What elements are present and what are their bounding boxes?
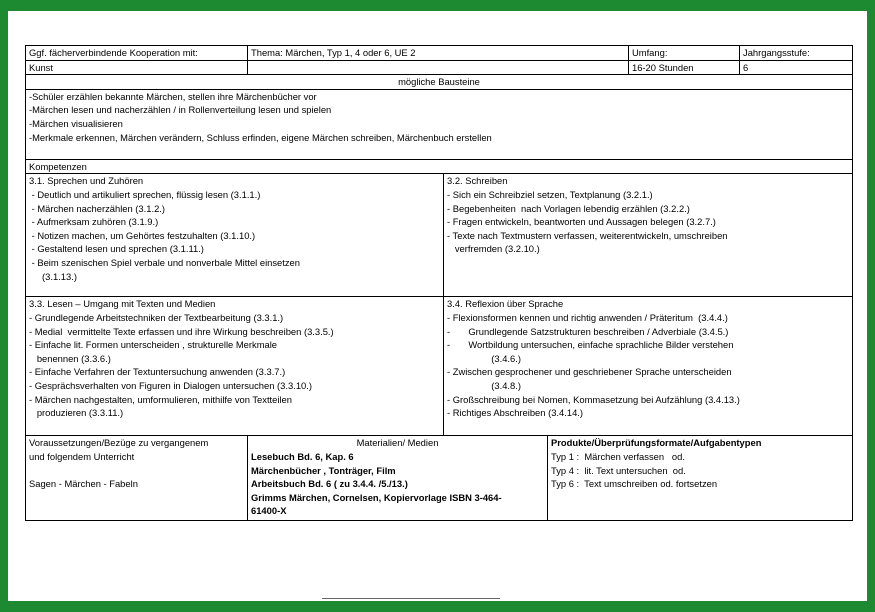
bausteine-title-row [26, 75, 852, 90]
bottom-row [26, 436, 852, 520]
materialien-cell [248, 436, 548, 520]
list-item: Typ 4 : lit. Text untersuchen od. [551, 464, 686, 476]
sprechen-title: 3.1. Sprechen und Zuhören [29, 175, 144, 187]
list-item: - Richtiges Abschreiben (3.4.14.) [447, 407, 584, 419]
list-item: Typ 1 : Märchen verfassen od. [551, 450, 685, 462]
list-item: (3.4.8.) [447, 379, 521, 391]
produkte-title: Produkte/Überprüfungsformate/Aufgabentypen [551, 437, 762, 449]
list-item: - Wortbildung untersuchen, einfache sprachliche Bilder verstehen [447, 339, 734, 351]
kompetenzen-row-2 [26, 297, 852, 436]
plan-table [25, 45, 853, 521]
list-item: - Deutlich und artikuliert sprechen, flüssig lesen (3.1.1.) [29, 188, 261, 200]
jahrgang-value: 6 [743, 61, 749, 73]
list-item: - Grundlegende Satzstrukturen beschreiben / Adverbiale (3.4.5.) [447, 325, 729, 337]
umfang-value: 16-20 Stunden [629, 61, 740, 75]
list-item: - Beim szenischen Spiel verbale und nonverbale Mittel einsetzen [29, 256, 300, 268]
voraussetzungen-value: Sagen - Märchen - Fabeln [29, 478, 138, 490]
jahrgang-label: Jahrgangsstufe: [743, 47, 810, 58]
footer-rule [322, 598, 500, 599]
materialien-title: Materialien/ Medien [356, 437, 439, 449]
list-item: verfremden (3.2.10.) [447, 243, 540, 255]
document-page [8, 11, 867, 601]
umfang-label: Umfang: [629, 46, 740, 60]
thema-label: Thema: Märchen, Typ 1, 4 oder 6, UE 2 [248, 46, 629, 60]
list-item: - Märchen nacherzählen (3.1.2.) [29, 202, 166, 214]
list-item: Märchenbücher , Tonträger, Film [251, 464, 396, 476]
bausteine-list [26, 90, 852, 159]
list-item: (3.4.6.) [447, 352, 521, 364]
list-item: -Merkmale erkennen, Märchen verändern, Schluss erfinden, eigene Märchen schreiben, Märchenbuch erstellen [29, 131, 492, 143]
list-item: - Aufmerksam zuhören (3.1.9.) [29, 216, 159, 228]
list-item: - Begebenheiten nach Vorlagen lebendig erzählen (3.2.2.) [447, 202, 690, 214]
list-item: -Märchen lesen und nacherzählen / in Rollenverteilung lesen und spielen [29, 104, 332, 116]
produkte-cell [548, 436, 852, 520]
sprechen-cell [26, 174, 444, 296]
voraussetzungen-title: Voraussetzungen/Bezüge zu vergangenem [29, 437, 209, 449]
list-item: - Flexionsformen kennen und richtig anwenden / Präteritum (3.4.4.) [447, 311, 728, 323]
thema-empty-cell [248, 61, 629, 75]
list-item: - Gesprächsverhalten von Figuren in Dialogen untersuchen (3.3.10.) [29, 379, 312, 391]
kompetenzen-title: Kompetenzen [29, 160, 87, 172]
list-item: Typ 6 : Text umschreiben od. fortsetzen [551, 478, 718, 490]
list-item: - Sich ein Schreibziel setzen, Textplanung (3.2.1.) [447, 188, 653, 200]
kompetenzen-row-1 [26, 174, 852, 297]
list-item: - Texte nach Textmustern verfassen, weiterentwickeln, umschreiben [447, 229, 728, 241]
voraussetzungen-cell [26, 436, 248, 520]
list-item: Lesebuch Bd. 6, Kap. 6 [251, 450, 354, 462]
list-item: - Medial vermittelte Texte erfassen und ihre Wirkung beschreiben (3.3.5.) [29, 325, 334, 337]
list-item: - Einfache Verfahren der Textuntersuchung anwenden (3.3.7.) [29, 366, 286, 378]
list-item: -Märchen visualisieren [29, 117, 123, 129]
list-item: - Zwischen gesprochener und geschriebener Sprache unterscheiden [447, 366, 732, 378]
header-row [26, 46, 852, 61]
reflexion-title: 3.4. Reflexion über Sprache [447, 298, 564, 310]
schreiben-cell [444, 174, 852, 296]
kooperation-label: Ggf. fächerverbindende Kooperation mit: [26, 46, 248, 60]
header-values-row [26, 61, 852, 76]
list-item: - Gestaltend lesen und sprechen (3.1.11.) [29, 243, 204, 255]
list-item: Arbeitsbuch Bd. 6 ( zu 3.4.4. /5./13.) [251, 478, 408, 490]
list-item: produzieren (3.3.11.) [29, 407, 124, 419]
list-item: -Schüler erzählen bekannte Märchen, stellen ihre Märchenbücher vor [29, 90, 317, 102]
list-item: Grimms Märchen, Cornelsen, Kopiervorlage ISBN 3-464- [251, 491, 502, 503]
list-item: - Märchen nachgestalten, umformulieren, mithilfe von Textteilen [29, 393, 292, 405]
list-item: (3.1.13.) [29, 270, 77, 282]
reflexion-cell [444, 297, 852, 435]
list-item: - Fragen entwickeln, beantworten und Aussagen belegen (3.2.7.) [447, 216, 716, 228]
voraussetzungen-title-2: und folgendem Unterricht [29, 450, 135, 462]
list-item: - Grundlegende Arbeitstechniken der Textbearbeitung (3.3.1.) [29, 311, 284, 323]
lesen-title: 3.3. Lesen – Umgang mit Texten und Medien [29, 298, 216, 310]
list-item: - Großschreibung bei Nomen, Kommasetzung bei Aufzählung (3.4.13.) [447, 393, 740, 405]
schreiben-title: 3.2. Schreiben [447, 175, 508, 187]
lesen-cell [26, 297, 444, 435]
bausteine-row [26, 90, 852, 160]
kompetenzen-title-row [26, 160, 852, 175]
cropped-header-line [8, 11, 867, 19]
kooperation-value: Kunst [26, 61, 248, 75]
list-item: - Notizen machen, um Gehörtes festzuhalten (3.1.10.) [29, 229, 256, 241]
list-item: 61400-X [251, 505, 287, 517]
list-item: benennen (3.3.6.) [29, 352, 111, 364]
bausteine-title: mögliche Bausteine [398, 76, 480, 88]
list-item: - Einfache lit. Formen unterscheiden , strukturelle Merkmale [29, 339, 278, 351]
